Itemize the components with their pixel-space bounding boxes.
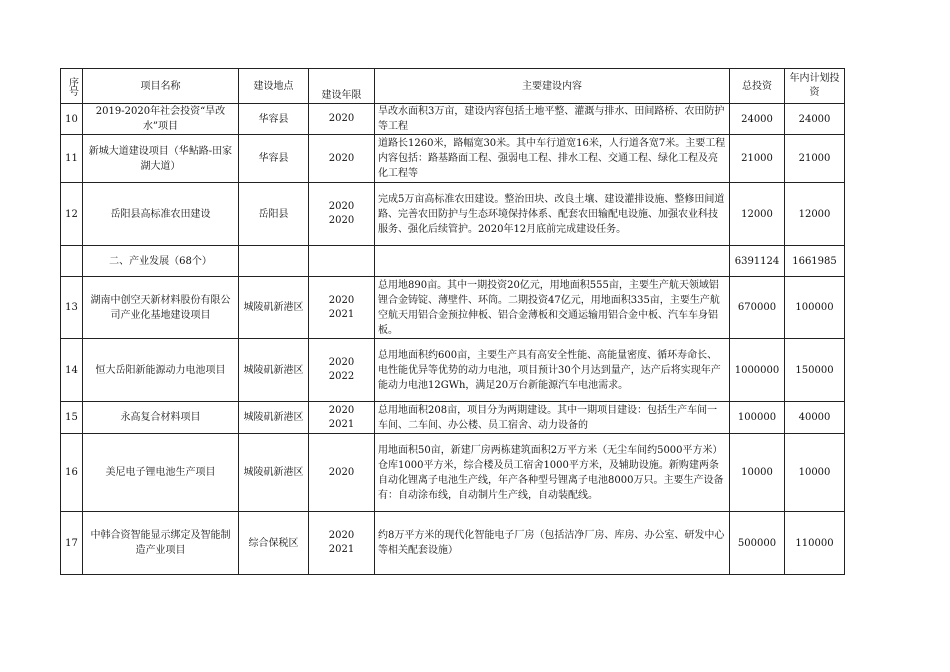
- project-name: 恒大岳阳新能源动力电池项目: [83, 339, 239, 402]
- row-number: 15: [61, 402, 83, 434]
- period-start: 2020: [328, 466, 355, 478]
- period-start: 2020: [328, 530, 355, 541]
- project-location: 岳阳县: [239, 183, 309, 246]
- project-name: 2019-2020年社会投资“旱改水”项目: [83, 104, 239, 135]
- project-content: 约8万平方米的现代化智能电子厂房（包括洁净厂房、库房、办公室、研发中心等相关配套设施）: [375, 512, 730, 575]
- project-period: [309, 277, 375, 339]
- project-total: 670000: [730, 277, 785, 339]
- header-period: 建设年限: [309, 69, 375, 104]
- project-annual: 21000: [785, 135, 845, 183]
- project-content: 旱改水面积3万亩，建设内容包括土地平整、灌溉与排水、田间路桥、农田防护等工程: [375, 104, 730, 135]
- section-seq-cell: [61, 246, 83, 277]
- project-content: 总用地面积约600亩，主要生产具有高安全性能、高能量密度、循环寿命长、电性能优异等优势的动力电池，项目预计30个月达到量产，达产后将实现年产能动力电池12GWh，满足20万台新能源汽车电池需求。: [375, 339, 730, 402]
- project-table: [60, 68, 845, 575]
- project-annual: 110000: [785, 512, 845, 575]
- project-total: 500000: [730, 512, 785, 575]
- section-annual: 1661985: [785, 246, 845, 277]
- project-content: 用地面积50亩，新建厂房两栋建筑面积2万平方米（无尘车间约5000平方米）仓库1000平方米，综合楼及员工宿舍1000平方米，及辅助设施。新购建两条自动化锂离子电池生产线，年产各种型号锂离子电池8000万只。主要生产设备有：自动涂布线，自动制片生产线，自动装配线。: [375, 434, 730, 512]
- project-location: 城陵矶新港区: [239, 277, 309, 339]
- project-content: 完成5万亩高标准农田建设。整治田块、改良土壤、建设灌排设施、整修田间道路、完善农田防护与生态环境保持体系、配套农田输配电设施、加强农业科技服务、强化后续管护。2020年12月底前完成建设任务。: [375, 183, 730, 246]
- table-row: [61, 402, 845, 434]
- period-end: 2021: [328, 418, 355, 430]
- header-name: 项目名称: [83, 69, 239, 104]
- project-name: 美尼电子锂电池生产项目: [83, 434, 239, 512]
- table-row: [61, 183, 845, 246]
- section-empty-cell: [239, 246, 309, 277]
- header-location: 建设地点: [239, 69, 309, 104]
- period-start: 2020: [328, 113, 355, 124]
- project-location: 综合保税区: [239, 512, 309, 575]
- project-location: 华容县: [239, 135, 309, 183]
- period-start: 2020: [328, 357, 355, 368]
- table-row: [61, 339, 845, 402]
- project-annual: 24000: [785, 104, 845, 135]
- row-number: 12: [61, 183, 83, 246]
- project-period: [309, 434, 375, 512]
- project-content: 总用地890亩。其中一期投资20亿元，用地面积555亩，主要生产航天领域铝锂合金铸锭、薄壁件、环筒。二期投资47亿元，用地面积335亩，主要生产航空航天用铝合金预拉伸板、铝合金薄板和交通运输用铝合金中板、汽车车身铝板。: [375, 277, 730, 339]
- section-label: 二、产业发展（68个）: [83, 246, 239, 277]
- project-name: 永高复合材料项目: [83, 402, 239, 434]
- table-row: [61, 512, 845, 575]
- project-location: 城陵矶新港区: [239, 434, 309, 512]
- project-period: [309, 183, 375, 246]
- project-name: 湖南中创空天新材料股份有限公司产业化基地建设项目: [83, 277, 239, 339]
- project-total: 100000: [730, 402, 785, 434]
- header-content: 主要建设内容: [375, 69, 730, 104]
- project-total: 1000000: [730, 339, 785, 402]
- table-header-row: [61, 69, 845, 104]
- section-empty-cell: [375, 246, 730, 277]
- project-period: [309, 339, 375, 402]
- period-end: 2021: [328, 308, 355, 320]
- period-start: 2020: [328, 404, 355, 416]
- period-start: 2020: [328, 152, 355, 164]
- table-row: [61, 434, 845, 512]
- header-annual: 年内计划投资: [785, 69, 845, 104]
- period-end: 2022: [328, 371, 355, 382]
- section-total: 6391124: [730, 246, 785, 277]
- row-number: 10: [61, 104, 83, 135]
- project-name: 新城大道建设项目（华鲇路-田家湖大道）: [83, 135, 239, 183]
- row-number: 17: [61, 512, 83, 575]
- project-annual: 12000: [785, 183, 845, 246]
- period-end: 2020: [328, 215, 355, 226]
- project-content: 道路长1260米，路幅宽30米。其中车行道宽16米，人行道各宽7米。主要工程内容包括：路基路面工程、强弱电工程、排水工程、交通工程、绿化工程及亮化工程等: [375, 135, 730, 183]
- project-total: 21000: [730, 135, 785, 183]
- project-annual: 10000: [785, 434, 845, 512]
- project-annual: 40000: [785, 402, 845, 434]
- project-period: [309, 104, 375, 135]
- project-total: 24000: [730, 104, 785, 135]
- row-number: 16: [61, 434, 83, 512]
- project-name: 岳阳县高标准农田建设: [83, 183, 239, 246]
- project-name: 中韩合资智能显示绑定及智能制造产业项目: [83, 512, 239, 575]
- project-location: 华容县: [239, 104, 309, 135]
- project-period: [309, 512, 375, 575]
- table-row: [61, 135, 845, 183]
- table-row: [61, 277, 845, 339]
- period-end: 2021: [328, 544, 355, 555]
- project-location: 城陵矶新港区: [239, 339, 309, 402]
- period-start: 2020: [328, 201, 355, 212]
- project-period: [309, 402, 375, 434]
- project-period: [309, 135, 375, 183]
- row-number: 13: [61, 277, 83, 339]
- project-location: 城陵矶新港区: [239, 402, 309, 434]
- project-content: 总用地面积208亩，项目分为两期建设。其中一期项目建设：包括生产车间一车间、二车间、办公楼、员工宿舍、动力设备的: [375, 402, 730, 434]
- project-total: 12000: [730, 183, 785, 246]
- project-annual: 150000: [785, 339, 845, 402]
- section-row: [61, 246, 845, 277]
- section-empty-cell: [309, 246, 375, 277]
- period-start: 2020: [328, 294, 355, 306]
- row-number: 14: [61, 339, 83, 402]
- row-number: 11: [61, 135, 83, 183]
- header-total: 总投资: [730, 69, 785, 104]
- project-total: 10000: [730, 434, 785, 512]
- header-seq: 序号: [61, 69, 83, 104]
- table-row: [61, 104, 845, 135]
- project-annual: 100000: [785, 277, 845, 339]
